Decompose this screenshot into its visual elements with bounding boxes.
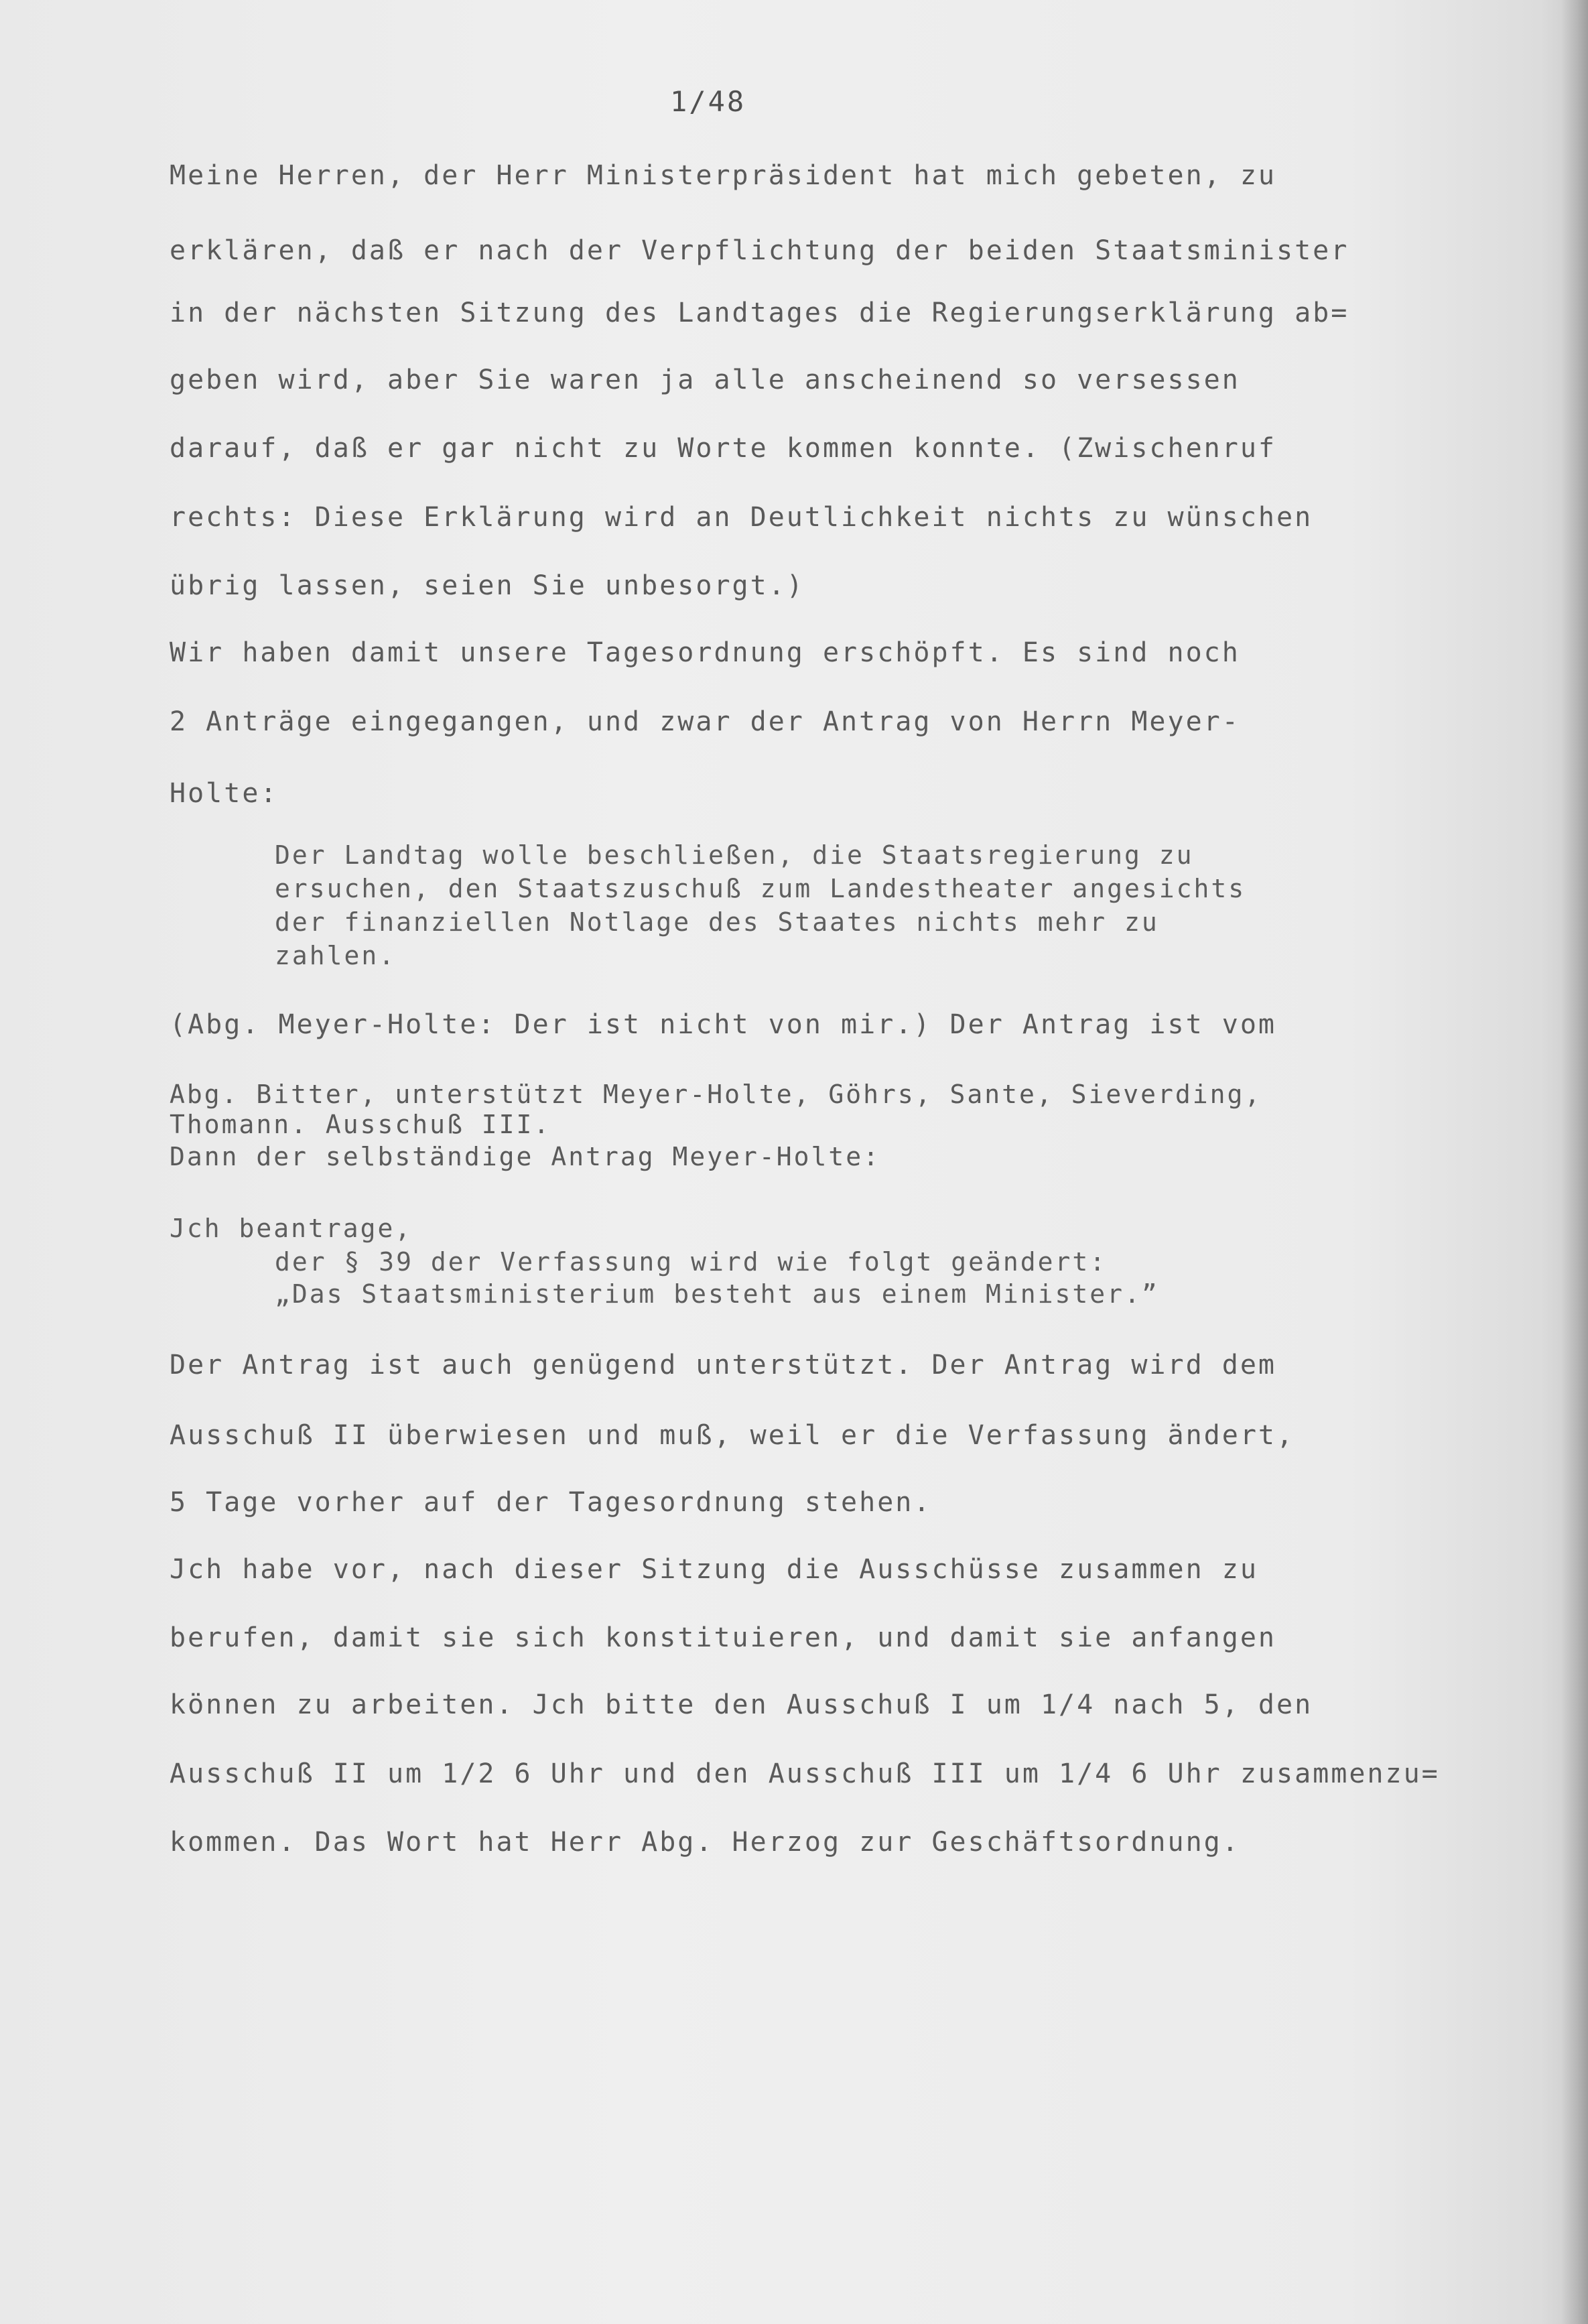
text-line: Jch beantrage,: [170, 1214, 413, 1243]
text-line: Meine Herren, der Herr Ministerpräsident hat mich gebeten, zu: [170, 160, 1277, 191]
text-line: Dann der selbständige Antrag Meyer-Holte:: [170, 1142, 880, 1171]
text-line: übrig lassen, seien Sie unbesorgt.): [170, 570, 805, 601]
text-line: rechts: Diese Erklärung wird an Deutlichkeit nichts zu wünschen: [170, 502, 1313, 533]
text-line: berufen, damit sie sich konstituieren, und damit sie anfangen: [170, 1622, 1277, 1653]
text-line: der § 39 der Verfassung wird wie folgt geändert:: [275, 1247, 1108, 1277]
text-line: erklären, daß er nach der Verpflichtung der beiden Staatsminister: [170, 235, 1349, 266]
text-line: Der Landtag wolle beschließen, die Staatsregierung zu: [275, 840, 1194, 870]
text-line: (Abg. Meyer-Holte: Der ist nicht von mir.) Der Antrag ist vom: [170, 1009, 1277, 1040]
text-line: Abg. Bitter, unterstützt Meyer-Holte, Göhrs, Sante, Sieverding,: [170, 1080, 1262, 1109]
text-line: 5 Tage vorher auf der Tagesordnung stehen.: [170, 1487, 932, 1518]
text-line: Holte:: [170, 778, 279, 809]
text-line: der finanziellen Notlage des Staates nichts mehr zu: [275, 907, 1159, 937]
text-line: ersuchen, den Staatszuschuß zum Landestheater angesichts: [275, 874, 1246, 903]
text-line: Der Antrag ist auch genügend unterstützt. Der Antrag wird dem: [170, 1350, 1277, 1380]
text-line: Wir haben damit unsere Tagesordnung erschöpft. Es sind noch: [170, 637, 1240, 668]
text-line: „Das Staatsministerium besteht aus einem Minister.”: [275, 1279, 1159, 1309]
text-line: kommen. Das Wort hat Herr Abg. Herzog zur Geschäftsordnung.: [170, 1827, 1240, 1858]
text-line: Ausschuß II um 1/2 6 Uhr und den Ausschuß III um 1/4 6 Uhr zusammenzu=: [170, 1758, 1440, 1789]
text-line: Ausschuß II überwiesen und muß, weil er die Verfassung ändert,: [170, 1420, 1295, 1451]
text-line: Jch habe vor, nach dieser Sitzung die Ausschüsse zusammen zu: [170, 1554, 1258, 1585]
text-line: Thomann. Ausschuß III.: [170, 1110, 551, 1139]
text-line: zahlen.: [275, 941, 397, 970]
page-number: 1/48: [670, 85, 746, 118]
text-line: können zu arbeiten. Jch bitte den Ausschuß I um 1/4 nach 5, den: [170, 1689, 1313, 1720]
text-line: geben wird, aber Sie waren ja alle anscheinend so versessen: [170, 365, 1240, 395]
text-line: 2 Anträge eingegangen, und zwar der Antrag von Herrn Meyer-: [170, 706, 1240, 737]
text-line: darauf, daß er gar nicht zu Worte kommen konnte. (Zwischenruf: [170, 433, 1277, 464]
text-line: in der nächsten Sitzung des Landtages die Regierungserklärung ab=: [170, 298, 1349, 328]
